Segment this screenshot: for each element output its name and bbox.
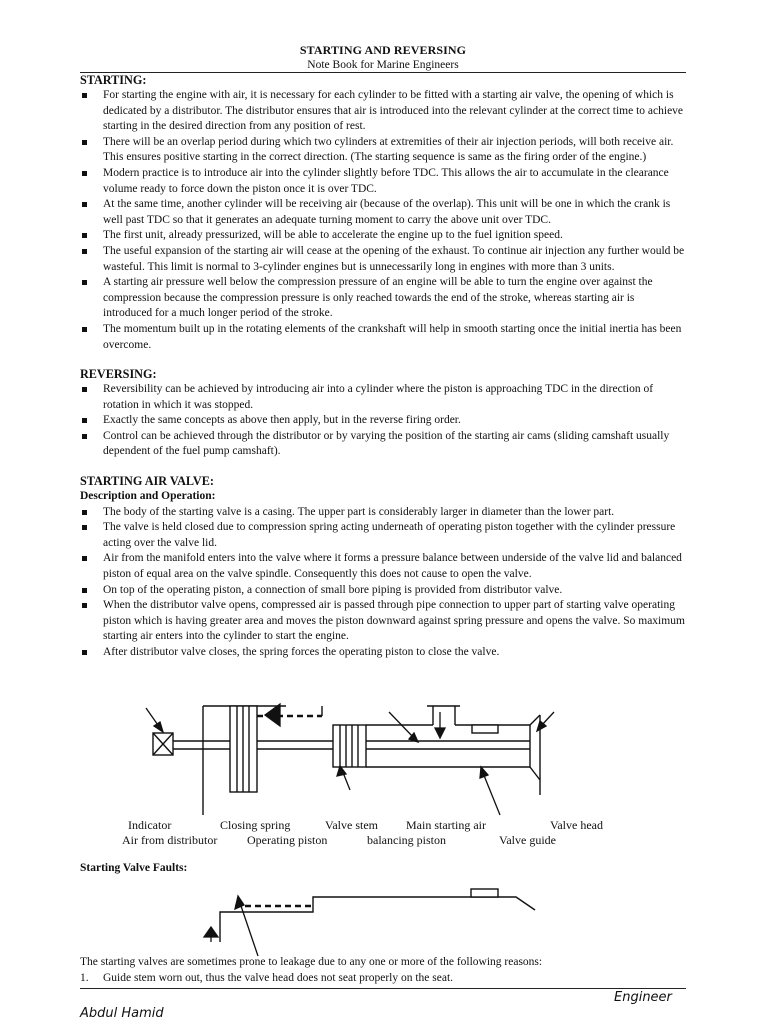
list-item: Reversibility can be achieved by introducing air into a cylinder where the piston is approaching TDC in the direction of rotation in which it was stopped. xyxy=(80,382,686,413)
list-item: The momentum built up in the rotating elements of the crankshaft will help in smooth starting once the initial inertia has been overcome. xyxy=(80,322,686,353)
faults-diagram xyxy=(220,889,535,942)
list-item: On top of the operating piston, a connection of small bore piping is provided from distributor valve. xyxy=(80,583,686,599)
label-indicator: Indicator xyxy=(128,818,172,832)
starting-air-valve-heading: STARTING AIR VALVE: xyxy=(80,474,214,489)
faults-heading: Starting Valve Faults: xyxy=(80,862,188,874)
faults-item-text: Guide stem worn out, thus the valve head does not seat properly on the seat. xyxy=(103,971,454,984)
label-valve-stem: Valve stem xyxy=(325,818,378,832)
label-valve-guide: Valve guide xyxy=(499,833,556,847)
page-subtitle: Note Book for Marine Engineers xyxy=(307,59,459,71)
label-balancing-piston: balancing piston xyxy=(367,833,446,847)
label-air-from-distributor: Air from distributor xyxy=(122,833,218,847)
list-item: The first unit, already pressurized, will be able to accelerate the engine up to the fuel ignition speed. xyxy=(80,228,686,244)
footer-role: Engineer xyxy=(614,990,672,1005)
list-item: Control can be achieved through the distributor or by varying the position of the starting air cams (sliding camshaft usually dependent of the fuel pump camshaft). xyxy=(80,429,686,460)
faults-section xyxy=(80,955,686,986)
faults-item-number: 1. xyxy=(80,971,89,984)
reversing-heading: REVERSING: xyxy=(80,367,157,382)
footer-rule xyxy=(80,988,686,989)
starting-heading: STARTING: xyxy=(80,73,147,87)
label-closing-spring: Closing spring xyxy=(220,818,291,832)
list-item: After distributor valve closes, the spring forces the operating piston to close the valve. xyxy=(80,645,686,661)
list-item: A starting air pressure well below the compression pressure of an engine will be able to turn the engine over against the compression because the compression pressure is only reached towards the end of the stroke, whereas starting air is introduced for a much longer period of the stroke. xyxy=(80,275,686,322)
label-operating-piston: Operating piston xyxy=(247,833,328,847)
list-item: The valve is held closed due to compression spring acting underneath of operating piston together with the cylinder pressure acting over the valve lid. xyxy=(80,520,686,551)
faults-item xyxy=(80,971,686,987)
footer-author: Abdul Hamid xyxy=(80,1006,164,1021)
list-item: When the distributor valve opens, compressed air is passed through pipe connection to upper part of starting valve operating piston which is having greater area and moves the piston downward against spring pressure and opens the valve. So maximum starting air enters into the cylinder to start the engine. xyxy=(80,598,686,645)
label-main-starting-air: Main starting air xyxy=(406,818,486,832)
list-item: There will be an overlap period during which two cylinders at extremities of their air injection periods, will both receive air. This ensures positive starting in the correct direction. (The starting sequence is same as the firing order of the engine.) xyxy=(80,135,686,166)
page-title: STARTING AND REVERSING xyxy=(299,43,467,57)
list-item: Modern practice is to introduce air into the cylinder slightly before TDC. This allows the air to accumulate in the clearance volume ready to force down the piston once it is over TDC. xyxy=(80,166,686,197)
list-item: At the same time, another cylinder will be receiving air (because of the overlap). This unit will be one in which the crank is well past TDC so that it generates an adequate turning moment to carry the above unit over TDC. xyxy=(80,197,686,228)
label-valve-head: Valve head xyxy=(550,818,603,832)
list-item: For starting the engine with air, it is necessary for each cylinder to be fitted with a starting air valve, the opening of which is dedicated by a distributor. The distributor ensures that air is introduced into the relevant cylinder at the correct time to achieve starting in the desired direction from any position of rest. xyxy=(80,88,686,135)
list-item: Exactly the same concepts as above then apply, but in the reverse firing order. xyxy=(80,413,686,429)
valve-stem-coils xyxy=(333,725,366,767)
list-item: The useful expansion of the starting air will cease at the opening of the exhaust. To continue air injection any further would be wasteful. This limit is normal to 3-cylinder engines but is unnecessarily long in engines with more than 3 units. xyxy=(80,244,686,275)
list-item: The body of the starting valve is a casing. The upper part is considerably larger in diameter than the lower part. xyxy=(80,505,686,521)
description-subheading: Description and Operation: xyxy=(80,490,216,503)
list-item: Air from the manifold enters into the valve where it forms a pressure balance between underside of the valve lid and balanced piston of equal area on the valve spindle. Consequently this does not cause to open the valve. xyxy=(80,551,686,582)
faults-intro: The starting valves are sometimes prone to leakage due to any one or more of the following reasons: xyxy=(80,956,543,968)
